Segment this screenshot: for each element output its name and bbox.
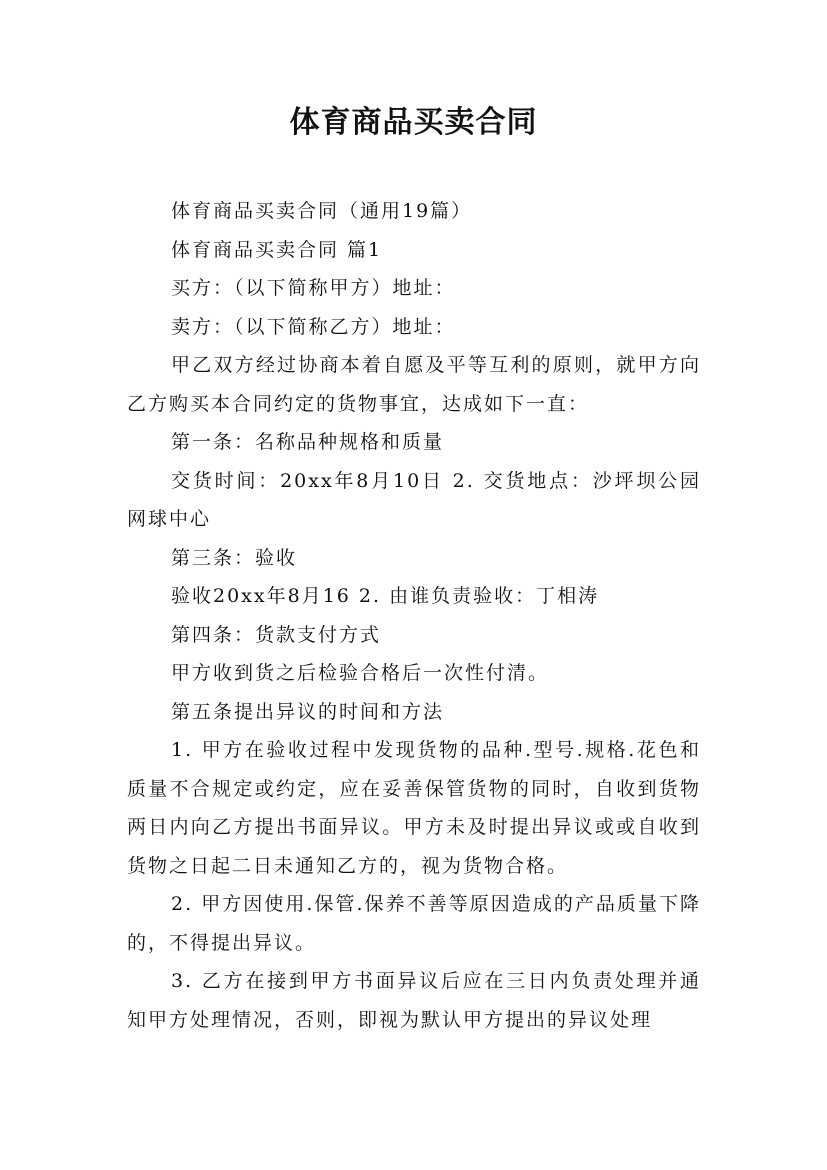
paragraph-payment: 甲方收到货之后检验合格后一次性付清。 (171, 662, 550, 684)
paragraph-article-5: 第五条提出异议的时间和方法 (171, 700, 445, 723)
paragraph-acceptance: 验收20xx年8月16 2. 由谁负责验收：丁相涛 (171, 585, 600, 607)
paragraph-article-3: 第三条：验收 (171, 546, 298, 569)
paragraph-clause-2: 2. 甲方因使用.保管.保养不善等原因造成的产品质量下降的，不得提出异议。 (127, 893, 701, 954)
paragraph-part-heading: 体育商品买卖合同 篇1 (171, 238, 383, 261)
document-title: 体育商品买卖合同 (289, 105, 538, 140)
paragraph-subtitle: 体育商品买卖合同（通用19篇） (171, 200, 473, 222)
paragraph-article-4: 第四条：货款支付方式 (171, 623, 382, 646)
document-body (127, 192, 701, 1039)
paragraph-buyer: 买方：（以下简称甲方）地址： (171, 277, 456, 299)
paragraph-preamble: 甲乙双方经过协商本着自愿及平等互利的原则，就甲方向乙方购买本合同约定的货物事宜，达成如下一直： (127, 354, 701, 415)
paragraph-clause-1: 1. 甲方在验收过程中发现货物的品种.型号.规格.花色和质量不合规定或约定，应在妥善保管货物的同时，自收到货物两日内向乙方提出书面异议。甲方未及时提出异议或或自收到货物之日起二日未通知乙方的，视为货物合格。 (127, 739, 701, 877)
paragraph-article-1: 第一条：名称品种规格和质量 (171, 431, 445, 453)
paragraph-seller: 卖方：（以下简称乙方）地址： (171, 315, 456, 338)
paragraph-delivery: 交货时间：20xx年8月10日 2. 交货地点：沙坪坝公园网球中心 (127, 469, 701, 530)
paragraph-clause-3: 3. 乙方在接到甲方书面异议后应在三日内负责处理并通知甲方处理情况，否则，即视为默认甲方提出的异议处理 (127, 970, 701, 1031)
